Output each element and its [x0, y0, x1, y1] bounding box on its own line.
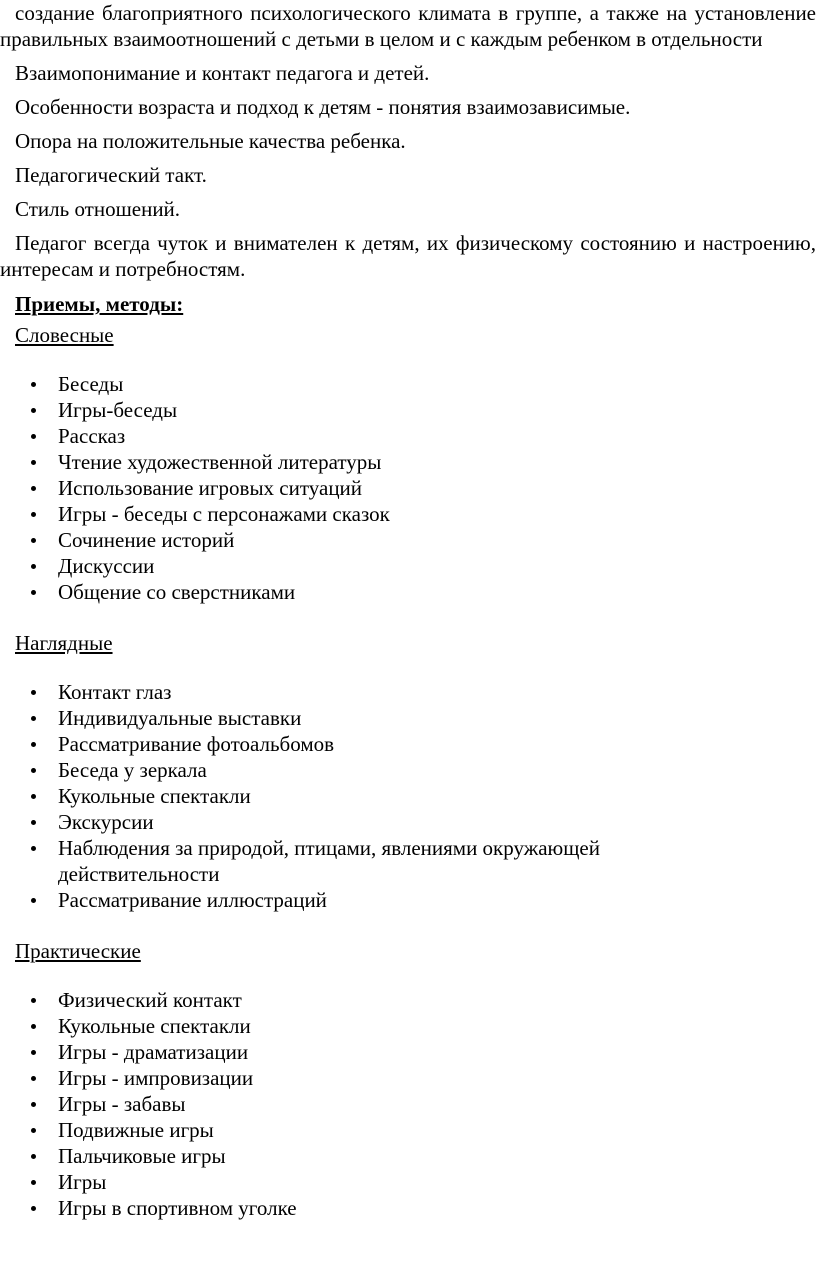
list-item: [0, 757, 816, 783]
bullet-icon: [31, 590, 36, 595]
bullet-icon: [31, 1024, 36, 1029]
list-item-text: Игры - драматизации: [58, 1040, 249, 1064]
list-item: [0, 679, 816, 705]
list-item: [0, 1091, 816, 1117]
verbal-methods-title: Словесные: [15, 323, 114, 347]
intro-item: Взаимопонимание и контакт педагога и детей.: [15, 61, 430, 85]
list-item-text: Физический контакт: [58, 988, 242, 1012]
visual-methods-list: [0, 679, 816, 913]
list-item-text: Экскурсии: [58, 810, 154, 834]
list-item-text: Наблюдения за природой, птицами, явлениями окружающей действительности: [58, 836, 600, 886]
list-item: [0, 553, 816, 579]
list-item: [0, 1143, 816, 1169]
list-item: [0, 579, 816, 605]
intro-item: Педагог всегда чуток и внимателен к детям, их физическому состоянию и настроению, интересам и потребностям.: [0, 231, 816, 281]
practical-methods-title: Практические: [15, 939, 141, 963]
visual-methods-title: Наглядные: [15, 631, 113, 655]
verbal-methods-list: [0, 371, 816, 605]
bullet-icon: [31, 382, 36, 387]
bullet-icon: [31, 820, 36, 825]
bullet-icon: [31, 998, 36, 1003]
list-item-text: Пальчиковые игры: [58, 1144, 226, 1168]
list-item: [0, 449, 816, 475]
list-item: [0, 835, 816, 887]
bullet-icon: [31, 538, 36, 543]
list-item: [0, 809, 816, 835]
list-item: [0, 475, 816, 501]
list-item-text: Рассказ: [58, 424, 126, 448]
list-item: [0, 987, 816, 1013]
bullet-icon: [31, 794, 36, 799]
list-item-text: Подвижные игры: [58, 1118, 214, 1142]
list-item: [0, 1013, 816, 1039]
list-item-text: Игры - импровизации: [58, 1066, 254, 1090]
list-item: [0, 1039, 816, 1065]
intro-item: Особенности возраста и подход к детям - понятия взаимозависимые.: [15, 95, 631, 119]
list-item-text: Общение со сверстниками: [58, 580, 296, 604]
list-item: [0, 423, 816, 449]
list-item: [0, 705, 816, 731]
list-item: [0, 1195, 816, 1221]
list-item: [0, 887, 816, 913]
bullet-icon: [31, 1206, 36, 1211]
list-item: [0, 1117, 816, 1143]
list-item-text: Игры в спортивном уголке: [58, 1196, 297, 1220]
list-item-text: Игры: [58, 1170, 107, 1194]
intro-continuation: создание благоприятного психологического климата в группе, а также на установление правильных взаимоотношений с детьми в целом и с каждым ребенком в отдельности: [0, 1, 816, 51]
list-item: [0, 501, 816, 527]
list-item-text: Беседы: [58, 372, 124, 396]
bullet-icon: [31, 564, 36, 569]
bullet-icon: [31, 1128, 36, 1133]
bullet-icon: [31, 690, 36, 695]
list-item: [0, 527, 816, 553]
bullet-icon: [31, 1154, 36, 1159]
bullet-icon: [31, 846, 36, 851]
list-item-text: Рассматривание фотоальбомов: [58, 732, 335, 756]
list-item-text: Использование игровых ситуаций: [58, 476, 363, 500]
list-item-text: Кукольные спектакли: [58, 1014, 251, 1038]
list-item-text: Контакт глаз: [58, 680, 172, 704]
bullet-icon: [31, 742, 36, 747]
list-item-text: Дискуссии: [58, 554, 155, 578]
list-item-text: Игры-беседы: [58, 398, 178, 422]
bullet-icon: [31, 898, 36, 903]
bullet-icon: [31, 1102, 36, 1107]
bullet-icon: [31, 1050, 36, 1055]
intro-item: Стиль отношений.: [15, 197, 181, 221]
list-item-text: Чтение художественной литературы: [58, 450, 382, 474]
bullet-icon: [31, 1180, 36, 1185]
list-item: [0, 371, 816, 397]
bullet-icon: [31, 768, 36, 773]
list-item-text: Игры - беседы с персонажами сказок: [58, 502, 390, 526]
bullet-icon: [31, 408, 36, 413]
list-item-text: Кукольные спектакли: [58, 784, 251, 808]
intro-item: Педагогический такт.: [15, 163, 207, 187]
list-item: [0, 1065, 816, 1091]
list-item-text: Рассматривание иллюстраций: [58, 888, 327, 912]
list-item: [0, 397, 816, 423]
list-item: [0, 1169, 816, 1195]
bullet-icon: [31, 716, 36, 721]
list-item: [0, 783, 816, 809]
list-item: [0, 731, 816, 757]
bullet-icon: [31, 460, 36, 465]
methods-heading: Приемы, методы:: [15, 292, 184, 316]
list-item-text: Индивидуальные выставки: [58, 706, 302, 730]
list-item-text: Сочинение историй: [58, 528, 235, 552]
bullet-icon: [31, 434, 36, 439]
practical-methods-list: [0, 987, 816, 1221]
list-item-text: Игры - забавы: [58, 1092, 186, 1116]
bullet-icon: [31, 512, 36, 517]
bullet-icon: [31, 1076, 36, 1081]
list-item-text: Беседа у зеркала: [58, 758, 207, 782]
bullet-icon: [31, 486, 36, 491]
intro-item: Опора на положительные качества ребенка.: [15, 129, 406, 153]
